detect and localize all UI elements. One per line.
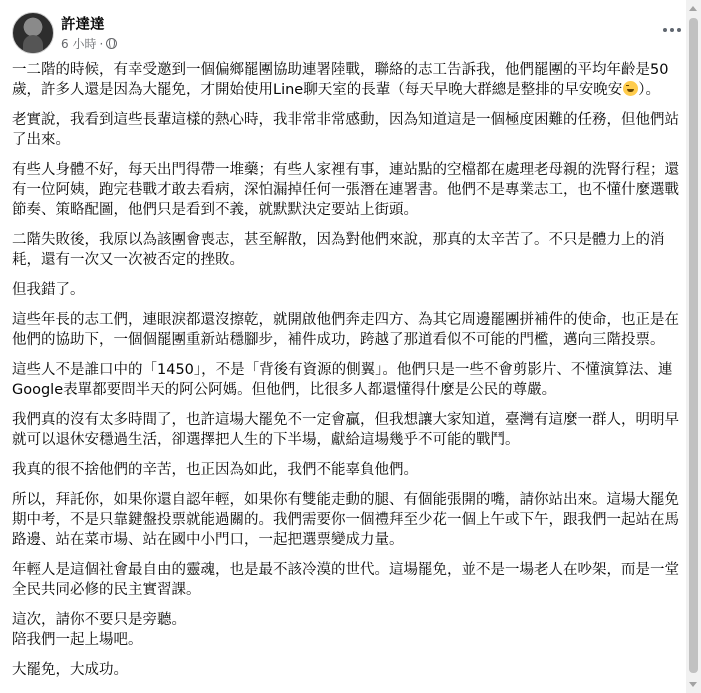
scroll-down-arrow-icon[interactable] [689, 682, 697, 687]
paragraph: 這次，請你不要只是旁聽。 [12, 612, 186, 628]
meta-separator: · [99, 36, 104, 51]
paragraph: 一二階的時候，有幸受邀到一個偏鄉罷團協助連署陸戰，聯絡的志工告訴我，他們罷團的平均年齡是50歲，許多人還是因為大罷免，才開始使用Line聊天室的長輩（每天早晚大群總是整排的早安晚安 ）。 [12, 62, 669, 98]
paragraph: 我們真的沒有太多時間了，也許這場大罷免不一定會贏，但我想讓大家知道，臺灣有這麼一群人，明明早就可以退休安穩過生活，卻選擇把人生的下半場，獻給這場幾乎不可能的戰鬥。 [12, 412, 679, 448]
post-header [12, 10, 684, 54]
post-time[interactable]: 6 小時 [61, 37, 97, 51]
paragraph: 老實說，我看到這些長輩這樣的熱心時，我非常非常感動，因為知道這是一個極度困難的任務，但他們站了出來。 [12, 112, 679, 148]
paragraph: 我真的很不捨他們的辛苦，也正因為如此，我們不能辜負他們。 [12, 462, 418, 478]
paragraph: 年輕人是這個社會最自由的靈魂，也是最不該冷漠的世代。這場罷免，並不是一場老人在吵架，而是一堂全民共同必修的民主實習課。 [12, 562, 679, 598]
author-avatar[interactable] [12, 12, 54, 54]
paragraph: 所以，拜託你，如果你還自認年輕，如果你有雙能走動的腿、有個能張開的嘴，請你站出來。這場大罷免期中考，不是只靠鍵盤投票就能過關的。我們需要你一個禮拜至少花一個上午或下午，跟我們一起站在馬路邊、站在菜市場、站在國中小門口，一起把選票變成力量。 [12, 492, 679, 548]
scroll-up-arrow-icon[interactable] [689, 6, 697, 11]
author-name[interactable]: 許達達 [61, 17, 105, 33]
scrollbar-thumb[interactable] [689, 18, 698, 673]
paragraph: 大罷免，大成功。 [12, 662, 128, 678]
vertical-scrollbar[interactable] [686, 0, 701, 693]
more-options-icon[interactable] [660, 18, 684, 42]
paragraph: 有些人身體不好，每天出門得帶一堆藥；有些人家裡有事，連站點的空檔都在處理老母親的洗腎行程；還有一位阿姨，跑完巷戰才敢去看病，深怕漏掉任何一張潛在連署書。他們不是專業志工，也不懂什麼選戰節奏、策略配圖，他們只是看到不義，就默默決定要站上街頭。 [12, 162, 679, 218]
post-meta [61, 35, 117, 52]
paragraph: 這些人不是誰口中的「1450」，不是「背後有資源的側翼」。他們只是一些不會剪影片、不懂演算法、連Google表單都要問半天的阿公阿媽。但他們，比很多人都還懂得什麼是公民的尊嚴。 [12, 362, 673, 398]
squinting-tongue-emoji-icon [623, 81, 638, 96]
paragraph: 這些年長的志工們，連眼淚都還沒擦乾，就開啟他們奔走四方、為其它周邊罷團拼補件的使命，也正是在他們的協助下，一個個罷團重新站穩腳步，補件成功，跨越了那道看似不可能的門檻，邁向三階投票。 [12, 312, 679, 348]
paragraph: 二階失敗後，我原以為該團會喪志，甚至解散，因為對他們來說，那真的太辛苦了。不只是體力上的消耗，還有一次又一次被否定的挫敗。 [12, 232, 665, 268]
globe-icon[interactable] [106, 38, 117, 49]
post-body [12, 60, 680, 690]
paragraph: 但我錯了。 [12, 282, 85, 298]
paragraph: 陪我們一起上場吧。 [12, 632, 143, 648]
